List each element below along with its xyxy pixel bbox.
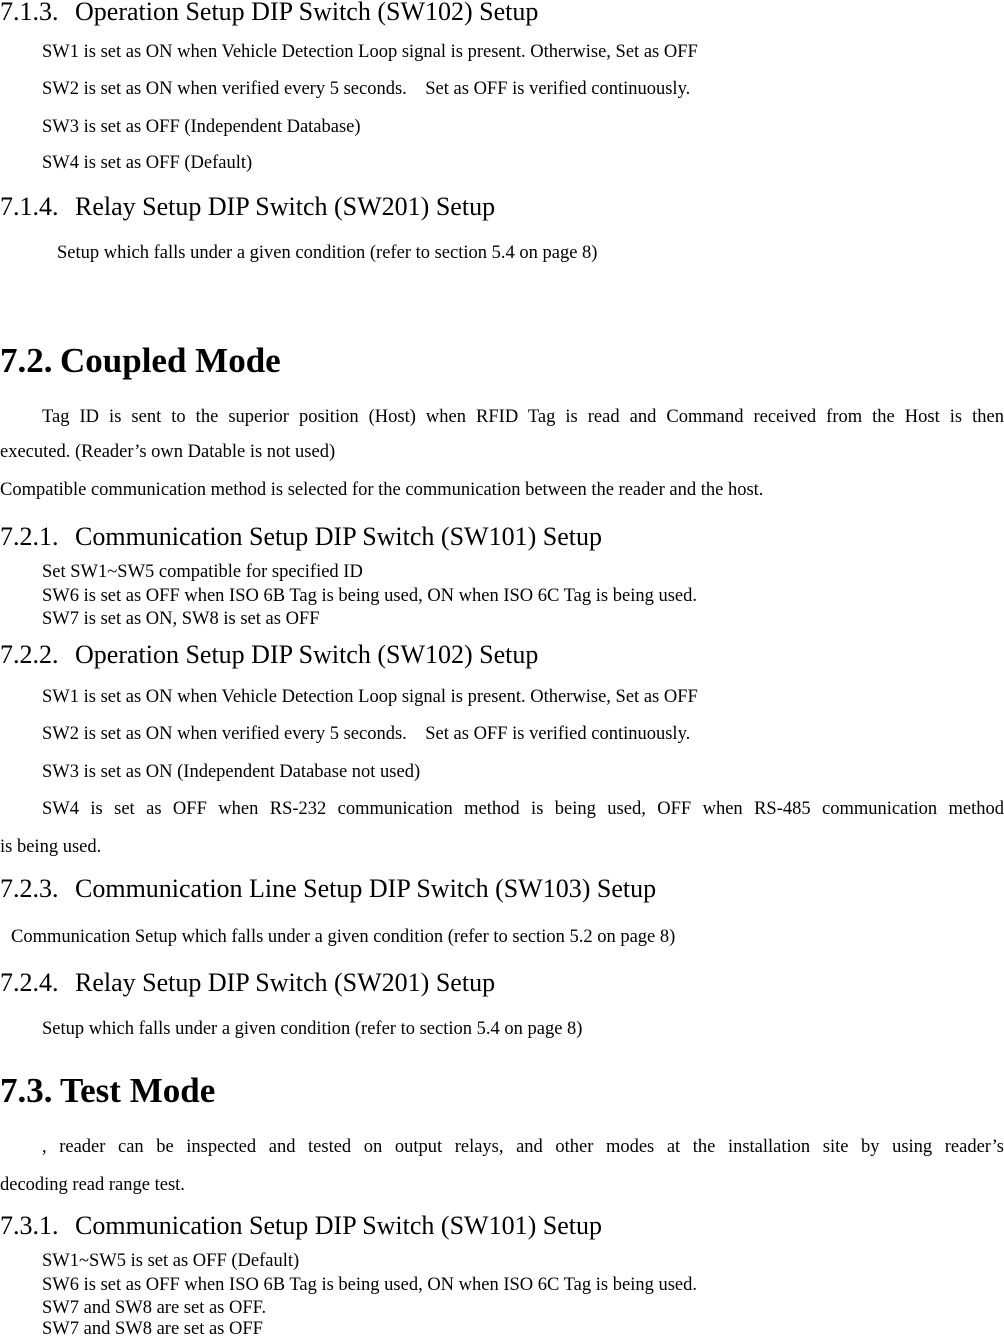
heading-title: Coupled Mode bbox=[60, 341, 281, 380]
heading-title: Operation Setup DIP Switch (SW102) Setup bbox=[75, 0, 539, 26]
paragraph-line: SW4 is set as OFF when RS-232 communication method is being used, OFF when RS-485 communication method bbox=[42, 799, 1004, 819]
heading-title: Communication Line Setup DIP Switch (SW103) Setup bbox=[75, 874, 657, 903]
heading-7-1-3 bbox=[0, 0, 538, 27]
heading-number: 7.3.1. bbox=[0, 1211, 59, 1240]
heading-title: Relay Setup DIP Switch (SW201) Setup bbox=[75, 968, 496, 997]
heading-title: Communication Setup DIP Switch (SW101) Setup bbox=[75, 1211, 602, 1240]
heading-title: Operation Setup DIP Switch (SW102) Setup bbox=[75, 640, 539, 669]
paragraph-line: Setup which falls under a given condition (refer to section 5.4 on page 8) bbox=[42, 1019, 583, 1039]
heading-7-3-1 bbox=[0, 1211, 602, 1241]
paragraph-line: SW6 is set as OFF when ISO 6B Tag is being used, ON when ISO 6C Tag is being used. bbox=[42, 1275, 697, 1295]
heading-7-2-1 bbox=[0, 522, 602, 552]
heading-7-2 bbox=[0, 341, 281, 381]
paragraph-line: SW1~SW5 is set as OFF (Default) bbox=[42, 1251, 300, 1271]
heading-title: Relay Setup DIP Switch (SW201) Setup bbox=[75, 192, 496, 221]
heading-number: 7.2.3. bbox=[0, 874, 59, 903]
paragraph-line: SW3 is set as OFF (Independent Database) bbox=[42, 117, 361, 137]
paragraph-line: SW1 is set as ON when Vehicle Detection Loop signal is present. Otherwise, Set as OFF bbox=[42, 687, 698, 707]
paragraph-line: SW6 is set as OFF when ISO 6B Tag is being used, ON when ISO 6C Tag is being used. bbox=[42, 586, 697, 606]
paragraph-line: Set SW1~SW5 compatible for specified ID bbox=[42, 562, 363, 582]
heading-title: Test Mode bbox=[60, 1071, 216, 1110]
heading-number: 7.2.4. bbox=[0, 968, 59, 997]
heading-number: 7.3. bbox=[0, 1071, 53, 1110]
heading-7-2-3 bbox=[0, 874, 656, 904]
heading-7-2-4 bbox=[0, 968, 495, 998]
paragraph-line: is being used. bbox=[0, 837, 102, 857]
paragraph-line: Setup which falls under a given condition (refer to section 5.4 on page 8) bbox=[57, 243, 598, 263]
heading-7-3 bbox=[0, 1071, 215, 1111]
heading-7-2-2 bbox=[0, 640, 538, 670]
paragraph-line: SW7 and SW8 are set as OFF bbox=[42, 1319, 263, 1339]
heading-number: 7.1.3. bbox=[0, 0, 59, 26]
heading-title: Communication Setup DIP Switch (SW101) Setup bbox=[75, 522, 602, 551]
heading-number: 7.2. bbox=[0, 341, 53, 380]
paragraph-line: Tag ID is sent to the superior position (Host) when RFID Tag is read and Command received from the Host is then bbox=[42, 407, 1004, 427]
paragraph-line: Compatible communication method is selected for the communication between the reader and the host. bbox=[0, 480, 764, 500]
paragraph-line: executed. (Reader’s own Datable is not used) bbox=[0, 442, 336, 462]
heading-number: 7.1.4. bbox=[0, 192, 59, 221]
heading-number: 7.2.1. bbox=[0, 522, 59, 551]
paragraph-line: SW3 is set as ON (Independent Database not used) bbox=[42, 762, 421, 782]
paragraph-line: SW7 is set as ON, SW8 is set as OFF bbox=[42, 609, 320, 629]
paragraph-line: SW7 and SW8 are set as OFF. bbox=[42, 1298, 267, 1318]
paragraph-line: , reader can be inspected and tested on output relays, and other modes at the installation site by using reader’s bbox=[42, 1137, 1004, 1157]
paragraph-line: Communication Setup which falls under a given condition (refer to section 5.2 on page 8) bbox=[11, 927, 676, 947]
paragraph-line: SW2 is set as ON when verified every 5 seconds. Set as OFF is verified continuously. bbox=[42, 79, 691, 99]
paragraph-line: SW4 is set as OFF (Default) bbox=[42, 153, 253, 173]
heading-7-1-4 bbox=[0, 192, 495, 222]
paragraph-line: decoding read range test. bbox=[0, 1175, 185, 1195]
heading-number: 7.2.2. bbox=[0, 640, 59, 669]
paragraph-line: SW1 is set as ON when Vehicle Detection Loop signal is present. Otherwise, Set as OFF bbox=[42, 42, 698, 62]
paragraph-line: SW2 is set as ON when verified every 5 seconds. Set as OFF is verified continuously. bbox=[42, 724, 691, 744]
